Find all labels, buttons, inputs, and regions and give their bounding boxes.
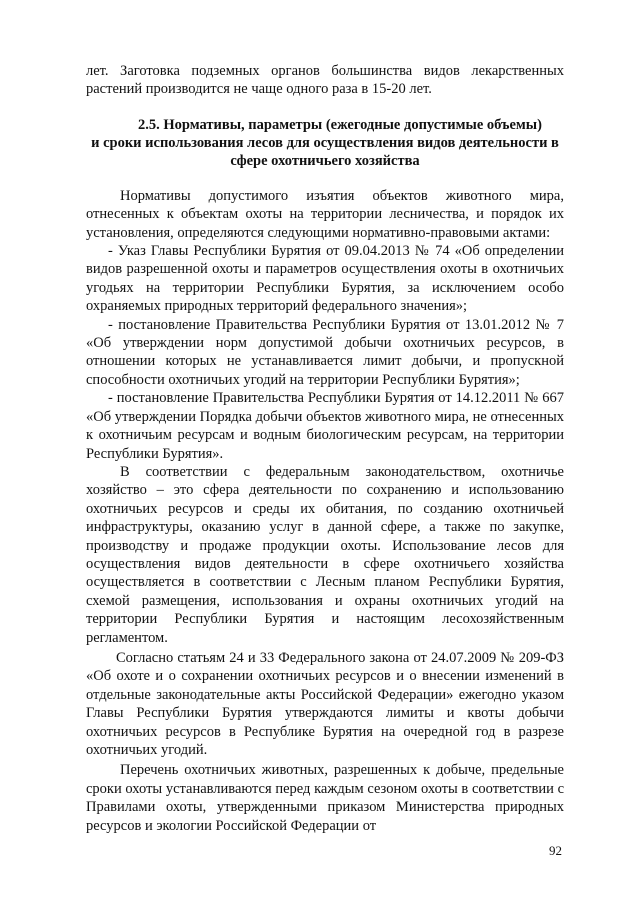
paragraph-federal-law-209: Согласно статьям 24 и 33 Федерального закона от 24.07.2009 № 209-ФЗ «Об охоте и о сохранении охотничьих ресурсов и о внесении изменений в отдельные законодательные акты Российской Федерации» ежегодно указом Главы Республики Бурятия утверждаются лимиты и квоты добычи охотничьих ресурсов в Республике Бурятия на очередной год в разрезе охотничьих угодий.: [86, 649, 564, 758]
page-number: 92: [549, 843, 562, 858]
section-heading: [86, 116, 564, 170]
section-heading-line-1: 2.5. Нормативы, параметры (ежегодные допустимые объемы): [138, 116, 542, 133]
document-page: [86, 62, 564, 835]
paragraph-hunting-economy: В соответствии с федеральным законодательством, охотничье хозяйство – это сфера деятельности по сохранению и использованию охотничьих ресурсов и среды их обитания, по созданию охотничьей инфраструктуры, оказанию услуг в данной сфере, а также по закупке, производству и продаже продукции охоты. Использование лесов для осуществления видов деятельности в сфере охотничьего хозяйства осуществляется в соответствии с Лесным планом Республики Бурятия, схемой размещения, использования и охраны охотничьих угодий на территории Республики Бурятия и настоящим лесохозяйственным регламентом.: [86, 463, 564, 646]
list-item-resolution-667: - постановление Правительства Республики Бурятия от 14.12.2011 № 667 «Об утверждении Порядка добычи объектов животного мира, не отнесенных к охотничьим ресурсам и водным биологическим ресурсам, на территории Республики Бурятия».: [86, 390, 564, 462]
intro-paragraph: лет. Заготовка подземных органов большинства видов лекарственных растений производится не чаще одного раза в 15-20 лет.: [86, 63, 564, 98]
paragraph-hunting-animals-list: Перечень охотничьих животных, разрешенных к добыче, предельные сроки охоты устанавливаются перед каждым сезоном охоты в соответствии с Правилами охоты, утвержденными приказом Министерства природных ресурсов и экологии Российской Федерации от: [86, 762, 564, 834]
list-item-decree-74: - Указ Главы Республики Бурятия от 09.04.2013 № 74 «Об определении видов разрешенной охоты и параметров осуществления охоты в охотничьих угодьях на территории Республики Бурятия, за исключением особо охраняемых природных территорий федерального значения»;: [86, 243, 564, 315]
section-heading-line-3: сфере охотничьего хозяйства: [230, 152, 420, 169]
section-heading-line-2: и сроки использования лесов для осуществления видов деятельности в: [91, 134, 559, 151]
list-item-resolution-7: - постановление Правительства Республики Бурятия от 13.01.2012 № 7 «Об утверждении норм допустимой добычи охотничьих ресурсов, в отношении которых не устанавливается лимит добычи, и пропускной способности охотничьих угодий на территории Республики Бурятия»;: [86, 316, 564, 388]
paragraph-legal-acts-intro: Нормативы допустимого изъятия объектов животного мира, отнесенных к объектам охоты на территории лесничества, и порядок их установления, определяются следующими нормативно-правовыми актами:: [86, 187, 564, 241]
